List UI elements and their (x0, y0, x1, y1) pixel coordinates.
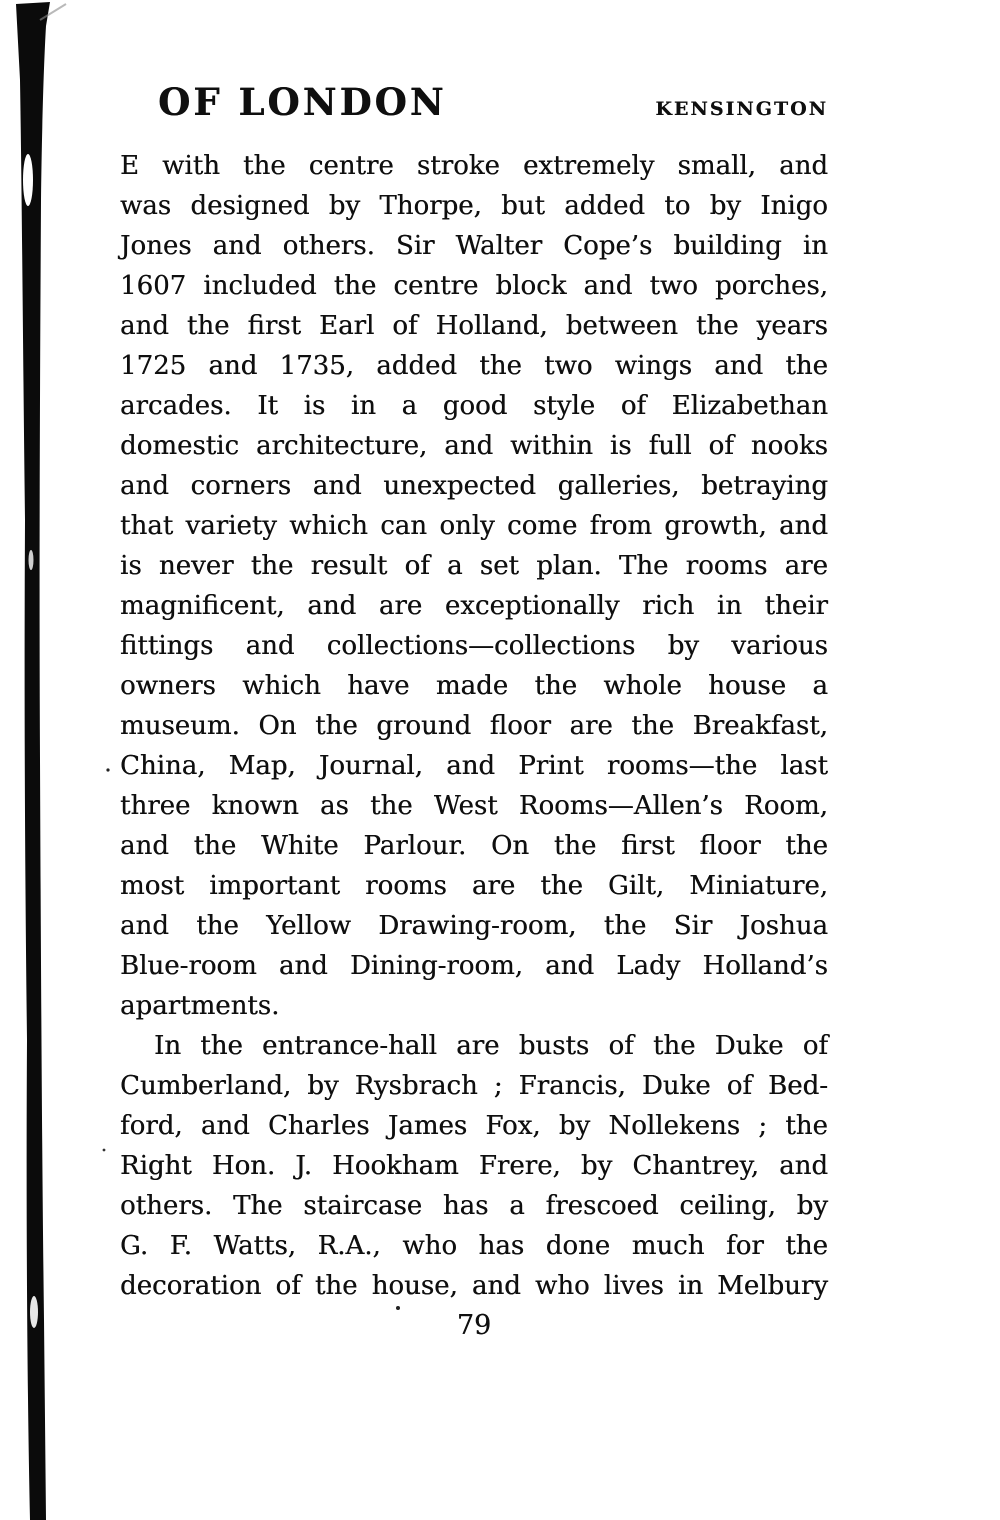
text-line: others. The staircase has a frescoed ceiling, by (120, 1191, 828, 1221)
text-line: E with the centre stroke extremely small, and (120, 151, 828, 181)
text-line: and corners and unexpected galleries, betraying (120, 471, 828, 501)
text-line: Right Hon. J. Hookham Frere, by Chantrey, and (120, 1151, 828, 1181)
text-line: magnificent, and are exceptionally rich in their (120, 591, 828, 621)
text-line: G. F. Watts, R.A., who has done much for the (120, 1231, 828, 1261)
text-line: 1607 included the centre block and two porches, (120, 271, 828, 301)
running-title: OF LONDON (158, 80, 447, 124)
page-header (120, 80, 828, 124)
text-line: and the first Earl of Holland, between the years (120, 311, 828, 341)
binding-scan-artifact-icon (0, 0, 80, 1520)
text-line: and the Yellow Drawing-room, the Sir Joshua (120, 911, 828, 941)
text-line: was designed by Thorpe, but added to by Inigo (120, 191, 828, 221)
text-line: 1725 and 1735, added the two wings and the (120, 351, 828, 381)
text-line: three known as the West Rooms—Allen’s Room, (120, 791, 828, 821)
text-line: arcades. It is in a good style of Elizabethan (120, 391, 828, 421)
text-line: that variety which can only come from growth, and (120, 511, 828, 541)
text-line: museum. On the ground floor are the Breakfast, (120, 711, 828, 741)
text-line: In the entrance-hall are busts of the Duke of (154, 1031, 828, 1061)
text-line: domestic architecture, and within is full of nooks (120, 431, 828, 461)
text-line: apartments. (120, 991, 280, 1021)
text-line: owners which have made the whole house a (120, 671, 828, 701)
body-text (120, 146, 828, 1306)
text-line: ford, and Charles James Fox, by Nollekens ; the (120, 1111, 828, 1141)
text-line: Blue-room and Dining-room, and Lady Holland’s (120, 951, 828, 981)
text-line: Jones and others. Sir Walter Cope’s building in (120, 231, 828, 261)
text-line: decoration of the house, and who lives in Melbury (120, 1271, 828, 1301)
text-line: and the White Parlour. On the first floor the (120, 831, 828, 861)
text-line: most important rooms are the Gilt, Miniature, (120, 871, 828, 901)
text-line: Cumberland, by Rysbrach ; Francis, Duke of Bed- (120, 1071, 828, 1101)
page-number: 79 (456, 1310, 492, 1341)
text-line: fittings and collections—collections by various (120, 631, 828, 661)
text-line: is never the result of a set plan. The rooms are (120, 551, 828, 581)
section-label: KENSINGTON (655, 98, 828, 120)
text-line: China, Map, Journal, and Print rooms—the last (120, 751, 828, 781)
